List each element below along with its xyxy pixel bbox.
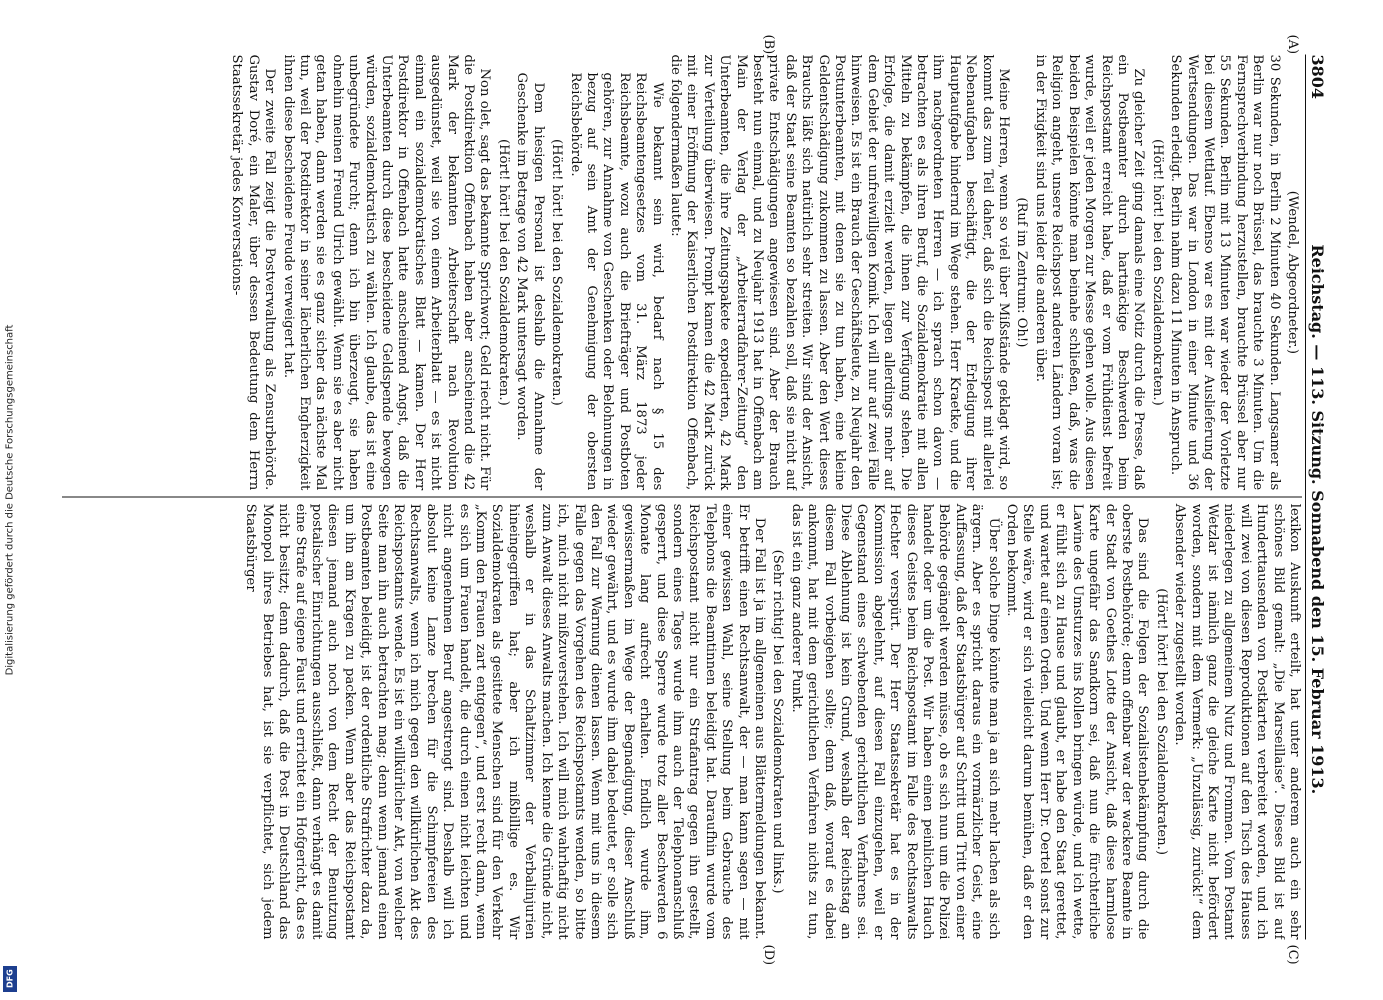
paragraph: 30 Sekunden, in Berlin 2 Minuten 40 Sekunden. Langsamer als Berlin war nur noch Brüssel, das brauchte 3 Minuten. Um die Fernsprechverbindung herzustellen, brauchte Brüssel aber nur 55 Sekunden. Berlin mit 13 Minuten war wieder der Vorletzte bei diesem Wettlauf. Ebenso war es mit der Auslieferung der Wertsendungen. Das war in London in einer Minute und 36 Sekunden erledigt. Berlin nahm dazu 11 Minuten in Anspruch. bbox=[1168, 54, 1282, 491]
paragraph: Der Fall ist ja im allgemeinen aus Blättermeldungen bekannt. Er betrifft einen Rechtsanwalt, der — man kann sagen — mit einer gewissen Wahl, seine Stellung beim Gebrauche des Telephons die Beamtinnen beleidigt hat. Daraufhin wurde vom Reichspostamt nicht nur ein Strafantrag gegen ihn gestellt, sondern eines Tages wurde ihm auch der Telephonanschluß gesperrt, und diese Sperre wurde trotz aller Beschwerden 6 Monate lang aufrecht erhalten. Endlich wurde ihm, gewissermaßen im Wege der Begnadigung, dieser Anschluß wieder gewährt, und es wurde ihm dabei bedeutet, er solle sich den Fall zur Warnung dienen lassen. Wenn mit uns in diesem Falle gegen das Vorgehen des Reichspostamts wenden, so bitte ich, mich nicht mißzuverstehen. Ich will mich wahrhaftig nicht zum Anwalt dieses Anwalts machen. Ich kenne die Gründe nicht, weshalb er in das Schaltzimmer der Verbalinjurien hineingegriffen hat; aber ich mißbillige es. Wir Sozialdemokraten als gesittete Menschen sind für den Verkehr „Komm den Frauen zart entgegen“, und erst recht dann, wenn es sich um Frauen handelt, die durch einen nicht leichten und nicht angenehmen Beruf angestrengt sind. Deshalb will ich absolut keine Lanze brechen für die Schimpfereien des Rechtsanwalts, wenn ich mich gegen den willkürlichen Akt des Reichspostamts wende. Es ist ein willkürlicher Akt, von welcher Seite man ihn auch betrachten mag; denn wenn jemand einen Postbeamten beleidigt, ist der ordentliche Strafrichter dazu da, um ihn am Kragen zu packen. Wenn aber das Reichspostamt diesen jemand auch noch von dem Recht der Benutzung postalischer Einrichtungen ausschließt, dann verhängt es damit eine Strafe auf eigene Faust und errichtet ein Hofgericht, das es nicht besitzt; denn dadurch, daß die Post in Deutschland das Monopol ihres Betriebes hat, ist sie verpflichtet, sich jedem Staatsbürger bbox=[243, 503, 767, 940]
interjection: (Hört! hört! bei den Sozialdemokraten.) bbox=[1153, 588, 1169, 856]
page-number: 3804 bbox=[1308, 54, 1327, 100]
interjection: (Sehr richtig! bei den Sozialdemokraten und links.) bbox=[770, 549, 786, 894]
digitization-credit bbox=[2, 0, 18, 1000]
margin-marker-c: (C) bbox=[1285, 944, 1300, 965]
margin-marker-d: (D) bbox=[761, 944, 776, 966]
paragraph: lexikon Auskunft erteilt, hat unter anderem auch ein sehr schönes Bild gemalt: „Die Marseillaise“. Dieses Bild ist auf Hunderttausenden von Postkarten verbreitet worden, und ich will zwei von diesen Reproduktionen auf den Tisch des Hauses niederlegen zu allgemeinem Nutz und Frommen. Vom Postamt Wetzlar ist nämlich ganz die gleiche Karte nicht befördert worden, sondern mit dem Vermerk: „Unzulässig, zurück!“ dem Absender wieder zugestellt worden. bbox=[1172, 503, 1302, 940]
paragraph: Über solche Dinge könnte man ja an sich mehr lachen als sich ärgern. Aber es spricht daraus ein vormärzlicher Geist, eine Auffassung, daß der Staatsbürger auf Schritt und Tritt von einer Behörde gegängelt werden müsse, ob es sich nun um die Polizei handelt oder um die Post. Wir haben einen peinlichen Hauch dieses Geistes beim Reichspostamt im Falle des Rechtsanwalts Hechter verspürt. Der Herr Staatssekretär hat es in der Kommission abgelehnt, auf diesen Fall einzugehen, weil er Gegenstand eines schwebenden gerichtlichen Verfahrens sei. Diese Ablehnung ist kein Grund, weshalb der Reichstag an diesem Fall vorbeigehen sollte; denn daß, worauf es dabei ankommt, hat mit dem gerichtlichen Verfahren nichts zu tun, das ist ein ganz anderer Punkt. bbox=[788, 503, 1001, 940]
interjection: (Wendel, Abgeordneter.) bbox=[1285, 190, 1300, 354]
margin-marker-a: (A) bbox=[1285, 34, 1300, 55]
scanned-page bbox=[56, 34, 1336, 966]
right-column bbox=[62, 504, 1302, 940]
paragraph: Wie bekannt sein wird, bedarf nach § 15 des Reichsbeamtengesetzes vom 31. März 1873 jeder Reichsbeamte, wozu auch die Briefträger und Postboten gehören, zur Annahme von Geschenken oder Belohnungen in bezug auf sein Amt der Genehmigung der obersten Reichsbehörde. bbox=[567, 72, 665, 491]
paragraph: Dem hiesigen Personal ist deshalb die Annahme der Geschenke im Betrage von 42 Mark untersagt worden. bbox=[514, 72, 546, 491]
page-title: Reichstag. — 113. Sitzung. Sonnabend den 15. Februar 1913. bbox=[1308, 244, 1327, 795]
paragraph: Das sind die Folgen der Sozialistenbekämpfung durch die oberste Postbehörde; denn offenbar war der wackere Beamte in der Stadt von Goethes Lotte der Ansicht, daß diese harmlose Karte ungefähr das Sandkorn sei, daß nun die fürchterliche Lawine des Umsturzes ins Rollen bringen würde, und ich wette, er fühlt sich zu Hause und glaubt, er habe den Staat gerettet, und wartet auf einen Orden. Und wenn Herr Dr. Oertel sonst zur Stelle wäre, wird er sich vielleicht darum bemühen, daß er den Orden bekommt. bbox=[1004, 503, 1151, 940]
text-columns bbox=[62, 55, 1302, 940]
page-header bbox=[1305, 55, 1336, 940]
dfg-logo: DFG bbox=[3, 966, 17, 992]
interjection: (Ruf im Zentrum: Oh!) bbox=[1014, 197, 1030, 348]
column-divider bbox=[62, 496, 1302, 498]
interjection: (Hört! hört! bei den Sozialdemokraten.) bbox=[1149, 138, 1165, 406]
scanned-page-wrapper bbox=[56, 34, 1336, 966]
paragraph: Non olet, sagt das bekannte Sprichwort; Geld riecht nicht. Für die Postdirektion Offenbach haben aber anscheinend die 42 Mark der bekannten Arbeiterschaft nach Revolution ausgedünstet, weil sie von einem Arbeiterblatt — es ist nicht einmal ein sozialdemokratisches Blatt — kamen. Der Herr Postdirektor in Offenbach hatte anscheinend Angst, daß die Unterbeamten durch diese bescheidene Geldspende bewogen würden, sozialdemokratisch zu wählen. Ich glaube, das ist eine unbegründete Furcht; denn ich bin überzeugt, sie haben ohnehin meinen Freund Ulrich gewählt. Wenn sie es aber nicht getan haben, dann werden sie es ganz sicher das nächste Mal tun, weil der Postdirektor in seiner lächerlichen Engherzigkeit ihnen diese bescheidene Freude verweigert hat. bbox=[280, 54, 493, 491]
paragraph: Meine Herren, wenn so viel über Mißstände geklagt wird, so kommt das zum Teil daher, daß sich die Reichspost mit allerlei Nebenaufgaben beschäftigt, die der Erledigung ihrer Hauptaufgabe hindernd im Wege stehen. Herr Kraetke, und die ihm nachgeordneten Herren — ich sprach schon davon — betrachten es als ihren Beruf, die Sozialdemokratie mit allen Mitteln zu bekämpfen, die ihnen zur Verfügung stehen. Die Erfolge, die damit erzielt werden, liegen allerdings mehr auf dem Gebiet der unfreiwilligen Komik. Ich will nur auf zwei Fälle hinweisen. Es ist ein Brauch der Geschäftsleute, zu Neujahr den Postunterbeamten, mit denen sie zu tun haben, eine kleine Geldentschädigung zukommen zu lassen. Aber den Wert dieses Brauchs läßt sich natürlich sehr streiten. Wir sind der Ansicht, daß der Staat seine Beamten so bezahlen soll, daß sie nicht auf private Entschädigungen angewiesen sind. Aber der Brauch besteht nun einmal, und zu Neujahr 1913 hat in Offenbach am Main der Verlag der „Arbeiterradfahrer-Zeitung“ den Unterbeamten, die ihre Zeitungspakete expedierten, 42 Mark zur Verteilung überwiesen. Prompt kamen die 42 Mark zurück mit einer Eröffnung der Kaiserlichen Postdirektion Offenbach, die folgendermaßen lautet: bbox=[667, 54, 1012, 491]
credit-text: Digitalisierung gefördert durch die Deutsche Forschungsgemeinschaft bbox=[4, 324, 16, 676]
margin-marker-b: (B) bbox=[761, 34, 776, 55]
interjection: (Hört! hört! bei den Sozialdemokraten.) bbox=[495, 138, 511, 406]
left-column bbox=[62, 55, 1302, 491]
paragraph: Zu gleicher Zeit ging damals eine Notiz durch die Presse, daß ein Postbeamter durch hartnäckige Beschwerden beim Reichspostamt erreicht habe, daß er vom Frühdienst befreit wurde, weil er jeden Morgen zur Messe gehen wolle. Aus diesen beiden Beispielen könnte man beinahe schließen, daß, was die Religion angeht, unsere Reichspost anderen Ländern voran ist; in der Fixigkeit sind uns leider die anderen über. bbox=[1032, 54, 1147, 491]
interjection: (Hört! hört! bei den Sozialdemokraten.) bbox=[549, 138, 565, 406]
paragraph: Der zweite Fall zeigt die Postverwaltung als Zensurbehörde. Gustav Doré, ein Maler, über dessen Bedeutung dem Herrn Staatssekretär jedes Konversations- bbox=[229, 54, 278, 491]
